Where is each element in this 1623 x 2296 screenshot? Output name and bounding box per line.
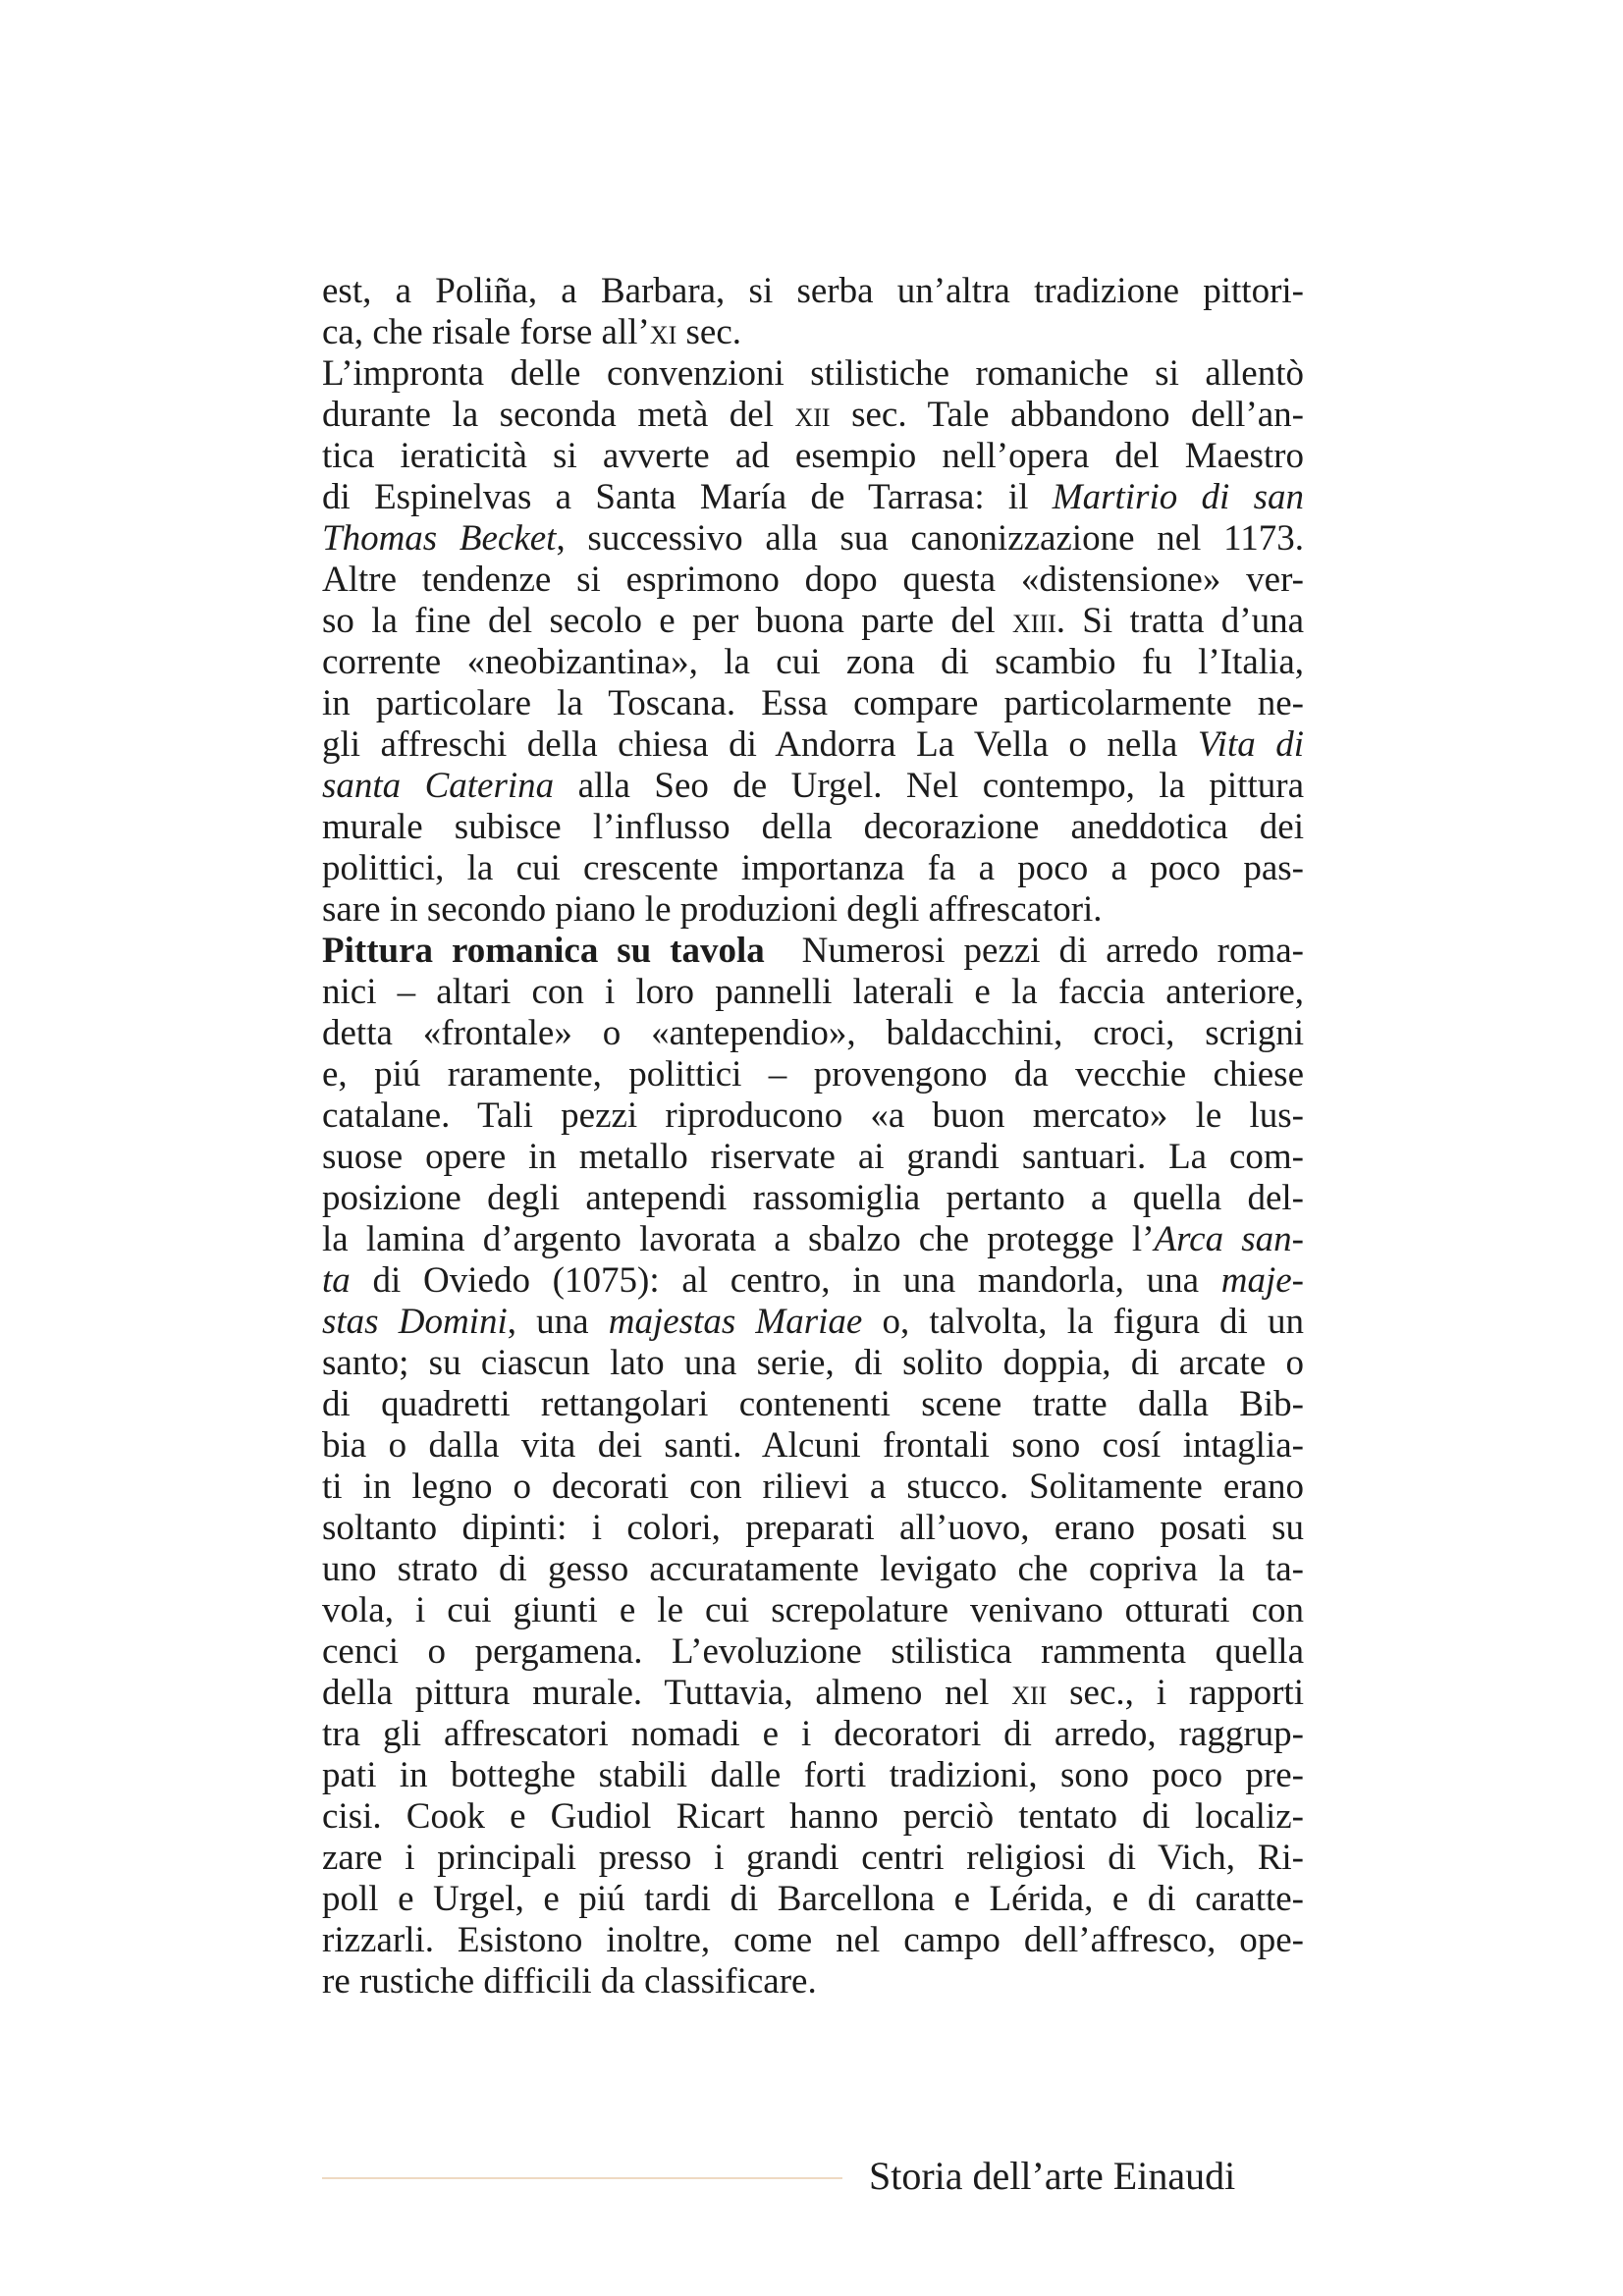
footer-title: Storia dell’arte Einaudi — [869, 2154, 1236, 2198]
text-run: pati in botteghe stabili dalle forti tradizioni, sono poco pre- — [322, 1755, 1304, 1795]
text-run: nici – altari con i loro pannelli laterali e la faccia anteriore, — [322, 972, 1304, 1012]
text-line — [322, 1054, 1304, 1095]
section-heading: Pittura romanica su tavola — [322, 931, 765, 971]
text-line — [322, 1920, 1304, 1961]
text-line — [322, 1590, 1304, 1631]
text-line — [322, 436, 1304, 477]
italic-title: Arca san- — [1154, 1219, 1304, 1259]
text-line — [322, 972, 1304, 1013]
italic-title: ta — [322, 1260, 351, 1301]
text-run: di Oviedo (1075): al centro, in una mandorla, una — [350, 1260, 1221, 1301]
text-line — [322, 1178, 1304, 1219]
body-text — [322, 271, 1304, 2002]
text-line — [322, 1879, 1304, 1920]
text-run: polittici, la cui crescente importanza fa a poco a poco pas- — [322, 848, 1304, 888]
text-run: bia o dalla vita dei santi. Alcuni frontali sono cosí intaglia- — [322, 1425, 1304, 1466]
text-line — [322, 1549, 1304, 1590]
text-run: corrente «neobizantina», la cui zona di scambio fu l’Italia, — [322, 642, 1304, 682]
text-run: xii — [794, 395, 831, 435]
text-run: santo; su ciascun lato una serie, di solito doppia, di arcate o — [322, 1343, 1304, 1383]
text-line — [322, 1755, 1304, 1796]
text-line — [322, 766, 1304, 807]
text-line — [322, 848, 1304, 889]
text-line — [322, 560, 1304, 601]
text-line — [322, 1467, 1304, 1508]
text-run: . Si tratta d’una — [1055, 601, 1304, 641]
text-run: sec. Tale abbandono dell’an- — [830, 395, 1305, 435]
text-run: ti in legno o decorati con rilievi a stucco. Solitamente erano — [322, 1467, 1304, 1507]
text-run: cenci o pergamena. L’evoluzione stilistica rammenta quella — [322, 1631, 1304, 1672]
text-line — [322, 1425, 1304, 1467]
text-run: soltanto dipinti: i colori, preparati all’uovo, erano posati su — [322, 1508, 1304, 1548]
text-line — [322, 1013, 1304, 1054]
text-run: zare i principali presso i grandi centri religiosi di Vich, Ri- — [322, 1838, 1304, 1878]
text-run: gli affreschi della chiesa di Andorra La Vella o nella — [322, 724, 1198, 765]
text-line — [322, 1714, 1304, 1755]
italic-title: Vita di — [1197, 724, 1304, 765]
text-run: sec. — [676, 312, 742, 352]
text-run: o, talvolta, la figura di un — [862, 1302, 1304, 1342]
italic-title: majestas Mariae — [608, 1302, 863, 1342]
text-line — [322, 1260, 1304, 1302]
text-run: Altre tendenze si esprimono dopo questa «distensione» ver- — [322, 560, 1304, 600]
text-line — [322, 601, 1304, 642]
text-line — [322, 642, 1304, 683]
text-run: suose opere in metallo riservate ai grandi santuari. La com- — [322, 1137, 1304, 1177]
text-line — [322, 1137, 1304, 1178]
text-run: xi — [649, 312, 677, 352]
text-line — [322, 395, 1304, 436]
text-line — [322, 683, 1304, 724]
text-run: L’impronta delle convenzioni stilistiche romaniche si allentò — [322, 353, 1304, 394]
text-line — [322, 1302, 1304, 1343]
text-run: xiii — [1012, 601, 1056, 641]
italic-title: maje- — [1220, 1260, 1304, 1301]
text-line — [322, 807, 1304, 848]
text-run: ca, che risale forse all’ — [322, 312, 650, 352]
text-run: , successivo alla sua canonizzazione nel 1173. — [556, 518, 1304, 559]
text-run: durante la seconda metà del — [322, 395, 795, 435]
text-line — [322, 1095, 1304, 1137]
text-run: cisi. Cook e Gudiol Ricart hanno perciò tentato di localiz- — [322, 1796, 1304, 1837]
text-run: tra gli affrescatori nomadi e i decoratori di arredo, raggrup- — [322, 1714, 1304, 1754]
text-line — [322, 1219, 1304, 1260]
text-line — [322, 1384, 1304, 1425]
text-run: sec., i rapporti — [1047, 1673, 1304, 1713]
text-run: della pittura murale. Tuttavia, almeno nel — [322, 1673, 1012, 1713]
text-run: uno strato di gesso accuratamente levigato che copriva la ta- — [322, 1549, 1304, 1589]
text-line — [322, 1631, 1304, 1673]
text-line — [322, 1838, 1304, 1879]
italic-title: stas Domini — [322, 1302, 508, 1342]
text-line — [322, 477, 1304, 518]
text-line — [322, 518, 1304, 560]
text-line — [322, 931, 1304, 972]
text-run: di Espinelvas a Santa María de Tarrasa: il — [322, 477, 1053, 517]
text-line — [322, 312, 1304, 353]
text-run: murale subisce l’influsso della decorazione aneddotica dei — [322, 807, 1304, 847]
text-run: , una — [507, 1302, 609, 1342]
text-run: di quadretti rettangolari contenenti scene tratte dalla Bib- — [322, 1384, 1304, 1424]
text-run: vola, i cui giunti e le cui screpolature venivano otturati con — [322, 1590, 1304, 1630]
text-run: alla Seo de Urgel. Nel contempo, la pittura — [554, 766, 1304, 806]
text-line — [322, 1508, 1304, 1549]
text-line — [322, 1961, 1304, 2002]
text-line — [322, 724, 1304, 766]
italic-title: Martirio di san — [1052, 477, 1304, 517]
text-line — [322, 271, 1304, 312]
italic-title: santa Caterina — [322, 766, 555, 806]
text-run: rizzarli. Esistono inoltre, come nel campo dell’affresco, ope- — [322, 1920, 1304, 1960]
footer-rule — [322, 2177, 842, 2179]
text-run: catalane. Tali pezzi riproducono «a buon mercato» le lus- — [322, 1095, 1304, 1136]
text-line — [322, 1673, 1304, 1714]
text-run: re rustiche difficili da classificare. — [322, 1961, 817, 2002]
text-line — [322, 1343, 1304, 1384]
text-run: in particolare la Toscana. Essa compare particolarmente ne- — [322, 683, 1304, 723]
text-run: e, piú raramente, polittici – provengono da vecchie chiese — [322, 1054, 1304, 1095]
text-run: detta «frontale» o «antependio», baldacchini, croci, scrigni — [322, 1013, 1304, 1053]
text-run: posizione degli antependi rassomiglia pertanto a quella del- — [322, 1178, 1304, 1218]
italic-title: Thomas Becket — [322, 518, 557, 559]
text-run: xii — [1011, 1673, 1048, 1713]
text-run: est, a Poliña, a Barbara, si serba un’altra tradizione pittori- — [322, 271, 1304, 311]
text-run: Numerosi pezzi di arredo roma- — [764, 931, 1304, 971]
text-run: so la fine del secolo e per buona parte del — [322, 601, 1012, 641]
text-run: poll e Urgel, e piú tardi di Barcellona e Lérida, e di caratte- — [322, 1879, 1304, 1919]
text-run: la lamina d’argento lavorata a sbalzo che protegge l’ — [322, 1219, 1155, 1259]
text-run: sare in secondo piano le produzioni degli affrescatori. — [322, 889, 1103, 930]
text-line — [322, 889, 1304, 931]
text-line — [322, 353, 1304, 395]
text-run: tica ieraticità si avverte ad esempio nell’opera del Maestro — [322, 436, 1304, 476]
text-line — [322, 1796, 1304, 1838]
